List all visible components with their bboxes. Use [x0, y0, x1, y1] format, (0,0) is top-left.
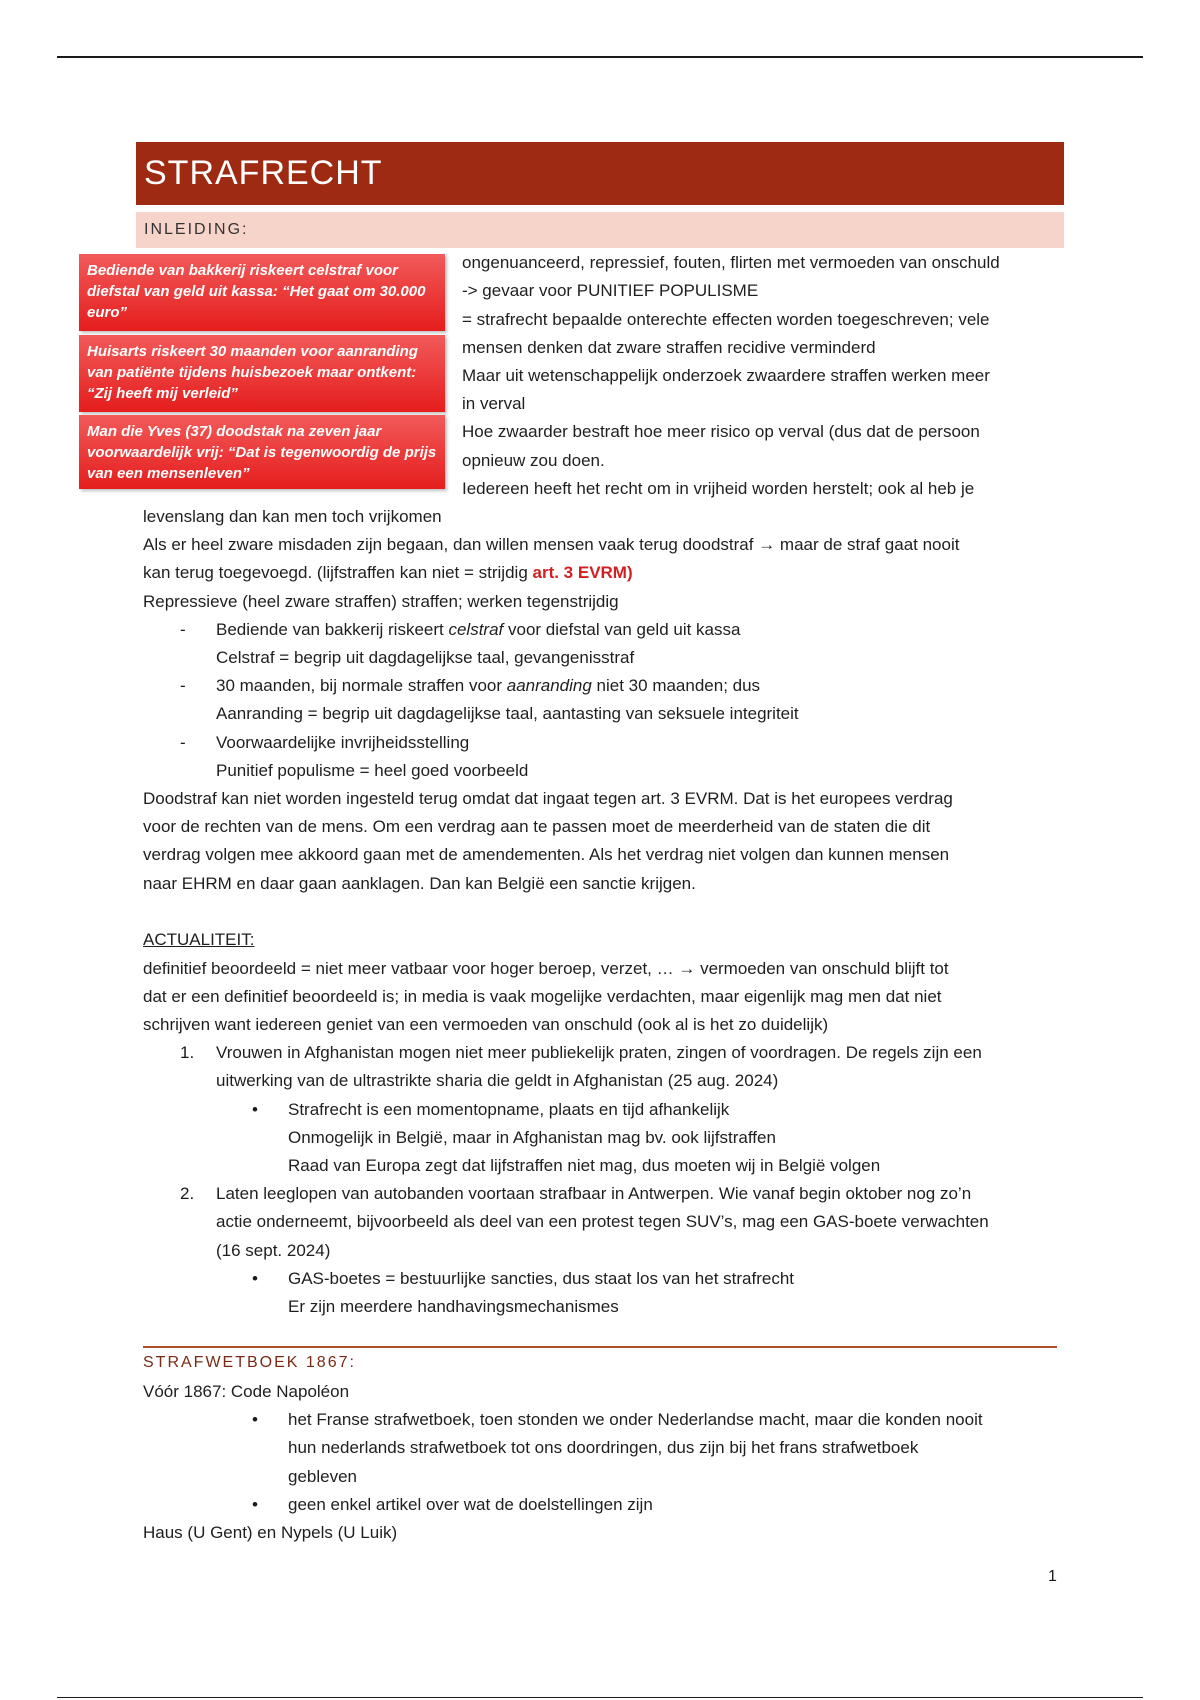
repressief-line: Repressieve (heel zware straffen) straffen; werken tegenstrijdig [143, 592, 619, 611]
page-number: 1 [1048, 1568, 1057, 1585]
news-headline-2: Huisarts riskeert 30 maanden voor aanranding van patiënte tijdens huisbezoek maar ontkent: “Zij heeft mij verleid” [79, 335, 445, 412]
evrm-paragraph-line: naar EHRM en daar gaan aanklagen. Dan kan België een sanctie krijgen. [143, 874, 696, 893]
numbered-item-line: uitwerking van de ultrastrikte sharia die geldt in Afghanistan (25 aug. 2024) [216, 1071, 779, 1090]
dash-item: Bediende van bakkerij riskeert celstraf voor diefstal van geld uit kassa [216, 620, 741, 639]
intro-line: opnieuw zou doen. [462, 451, 605, 470]
actualiteit-line: dat er een definitief beoordeeld is; in media is vaak mogelijke verdachten, maar eigenlijk mag men dat niet [143, 987, 942, 1006]
numbered-item-line: Laten leeglopen van autobanden voortaan strafbaar in Antwerpen. Wie vanaf begin oktober nog zo’n [216, 1184, 972, 1203]
intro-line: ongenuanceerd, repressief, fouten, flirten met vermoeden van onschuld [462, 253, 1000, 272]
footer-rule [57, 1697, 1143, 1698]
doodstraf-line: Als er heel zware misdaden zijn begaan, dan willen mensen vaak terug doodstraf → maar de straf gaat nooit [143, 535, 960, 554]
bullet-item-line: Raad van Europa zegt dat lijfstraffen niet mag, dus moeten wij in België volgen [288, 1156, 881, 1175]
strafwetboek-intro: Vóór 1867: Code Napoléon [143, 1382, 350, 1401]
bullet-item-line: Onmogelijk in België, maar in Afghanistan mag bv. ook lijfstraffen [288, 1128, 776, 1147]
dash-item: Voorwaardelijke invrijheidsstelling [216, 733, 470, 752]
bullet-item-line: geen enkel artikel over wat de doelstellingen zijn [288, 1495, 653, 1514]
intro-line: levenslang dan kan men toch vrijkomen [143, 507, 442, 526]
news-headline-1: Bediende van bakkerij riskeert celstraf voor diefstal van geld uit kassa: “Het gaat om 30.000 euro” [79, 254, 445, 331]
intro-line: in verval [462, 394, 526, 413]
news-headline-3: Man die Yves (37) doodstak na zeven jaar voorwaardelijk vrij: “Dat is tegenwoordig de prijs van een mensenleven” [79, 415, 445, 489]
bullet-item-line: het Franse strafwetboek, toen stonden we onder Nederlandse macht, maar die konden nooit [288, 1410, 983, 1429]
list-number: 1. [180, 1043, 195, 1062]
intro-line: mensen denken dat zware straffen recidive verminderd [462, 338, 876, 357]
doodstraf-line: kan terug toegevoegd. (lijfstraffen kan niet = strijdig art. 3 EVRM) [143, 563, 633, 582]
strafwetboek-heading: STRAFWETBOEK 1867: [143, 1354, 356, 1371]
intro-line: = strafrecht bepaalde onterechte effecten worden toegeschreven; vele [462, 310, 990, 329]
document-title: STRAFRECHT [136, 142, 1064, 205]
list-number: 2. [180, 1184, 195, 1203]
numbered-item-line: Vrouwen in Afghanistan mogen niet meer publiekelijk praten, zingen of voordragen. De regels zijn een [216, 1043, 982, 1062]
section-heading-inleiding: INLEIDING: [136, 212, 1064, 248]
evrm-reference: art. 3 EVRM) [532, 563, 633, 582]
dash-item-note: Punitief populisme = heel goed voorbeeld [216, 761, 529, 780]
intro-line: Maar uit wetenschappelijk onderzoek zwaardere straffen werken meer [462, 366, 990, 385]
dash-marker: - [180, 733, 186, 752]
dash-item-note: Celstraf = begrip uit dagdagelijkse taal, gevangenisstraf [216, 648, 635, 667]
actualiteit-line: definitief beoordeeld = niet meer vatbaar voor hoger beroep, verzet, … → vermoeden van onschuld blijft tot [143, 959, 949, 978]
numbered-item-line: actie onderneemt, bijvoorbeeld als deel van een protest tegen SUV’s, mag een GAS-boete verwachten [216, 1212, 989, 1231]
dash-item: 30 maanden, bij normale straffen voor aanranding niet 30 maanden; dus [216, 676, 761, 695]
bullet-item-line: Strafrecht is een momentopname, plaats en tijd afhankelijk [288, 1100, 730, 1119]
bullet-item-line: gebleven [288, 1467, 358, 1486]
evrm-paragraph-line: verdrag volgen mee akkoord gaan met de amendementen. Als het verdrag niet volgen dan kunnen mensen [143, 845, 950, 864]
bullet-marker: • [252, 1410, 258, 1429]
section-divider [143, 1346, 1057, 1348]
dash-marker: - [180, 676, 186, 695]
bullet-item-line: GAS-boetes = bestuurlijke sancties, dus staat los van het strafrecht [288, 1269, 795, 1288]
actualiteit-line: schrijven want iedereen geniet van een vermoeden van onschuld (ook al is het zo duidelijk) [143, 1015, 829, 1034]
bullet-item-line: hun nederlands strafwetboek tot ons doordringen, dus zijn bij het frans strafwetboek [288, 1438, 919, 1457]
numbered-item-line: (16 sept. 2024) [216, 1241, 331, 1260]
evrm-paragraph-line: Doodstraf kan niet worden ingesteld terug omdat dat ingaat tegen art. 3 EVRM. Dat is het europees verdrag [143, 789, 953, 808]
bullet-marker: • [252, 1100, 258, 1119]
bullet-item-line: Er zijn meerdere handhavingsmechanismes [288, 1297, 619, 1316]
strafwetboek-outro: Haus (U Gent) en Nypels (U Luik) [143, 1523, 398, 1542]
intro-line: Hoe zwaarder bestraft hoe meer risico op verval (dus dat de persoon [462, 422, 980, 441]
bullet-marker: • [252, 1495, 258, 1514]
bullet-marker: • [252, 1269, 258, 1288]
dash-item-note: Aanranding = begrip uit dagdagelijkse taal, aantasting van seksuele integriteit [216, 704, 799, 723]
header-rule [57, 56, 1143, 58]
intro-line: -> gevaar voor PUNITIEF POPULISME [462, 281, 759, 300]
dash-marker: - [180, 620, 186, 639]
intro-line: Iedereen heeft het recht om in vrijheid worden herstelt; ook al heb je [462, 479, 975, 498]
actualiteit-heading: ACTUALITEIT: [143, 930, 255, 949]
evrm-paragraph-line: voor de rechten van de mens. Om een verdrag aan te passen moet de meerderheid van de staten die dit [143, 817, 931, 836]
